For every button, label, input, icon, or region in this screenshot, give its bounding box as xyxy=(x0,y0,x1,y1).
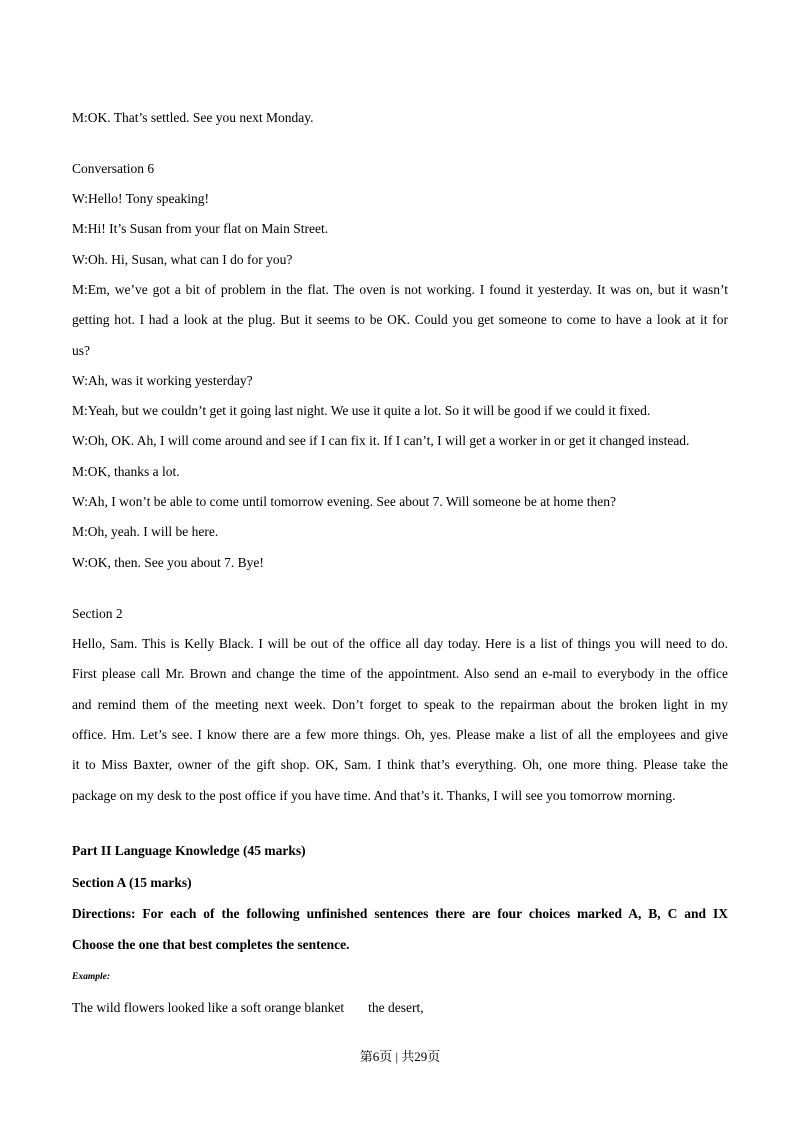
example-sentence-end: the desert, xyxy=(368,1000,424,1015)
dialogue-line: W:OK, then. See you about 7. Bye! xyxy=(72,555,264,570)
section2-paragraph-line: First please call Mr. Brown and change the time of the appointment. Also send an e-mail to everybody in the office xyxy=(72,666,728,681)
section2-heading: Section 2 xyxy=(72,606,123,621)
section2-paragraph-line: it to Miss Baxter, owner of the gift shop. OK, Sam. I think that’s everything. Oh, one more thing. Please take the xyxy=(72,757,728,772)
dialogue-paragraph-line: us? xyxy=(72,343,90,358)
dialogue-line: W:Oh. Hi, Susan, what can I do for you? xyxy=(72,252,293,267)
dialogue-paragraph-line: getting hot. I had a look at the plug. But it seems to be OK. Could you get someone to come to have a look at it for xyxy=(72,312,728,327)
section2-paragraph-line: Hello, Sam. This is Kelly Black. I will be out of the office all day today. Here is a list of things you will need to do. xyxy=(72,636,728,651)
section2-paragraph-line: office. Hm. Let’s see. I know there are a few more things. Oh, yes. Please make a list of all the employees and give xyxy=(72,727,728,742)
part2-heading: Part II Language Knowledge (45 marks) xyxy=(72,843,306,858)
dialogue-line: W:Ah, I won’t be able to come until tomorrow evening. See about 7. Will someone be at home then? xyxy=(72,494,616,509)
dialogue-line: M:Hi! It’s Susan from your flat on Main Street. xyxy=(72,221,329,236)
dialogue-line: W:Hello! Tony speaking! xyxy=(72,191,210,206)
dialogue-line: M:OK, thanks a lot. xyxy=(72,464,180,479)
dialogue-line: M:Yeah, but we couldn’t get it going last night. We use it quite a lot. So it will be good if we could it fixed. xyxy=(72,403,651,418)
dialogue-line: W:Ah, was it working yesterday? xyxy=(72,373,253,388)
example-sentence-start: The wild flowers looked like a soft orange blanket xyxy=(72,1000,345,1015)
dialogue-line: W:Oh, OK. Ah, I will come around and see if I can fix it. If I can’t, I will get a worker in or get it changed instead. xyxy=(72,433,690,448)
page-number-footer: 第6页 | 共29页 xyxy=(359,1049,441,1064)
directions-line: Directions: For each of the following unfinished sentences there are four choices marked A, B, C and IX xyxy=(72,906,728,921)
dialogue-paragraph-line: M:Em, we’ve got a bit of problem in the flat. The oven is not working. I found it yesterday. It was on, but it wasn’t xyxy=(72,282,728,297)
conversation6-heading: Conversation 6 xyxy=(72,161,155,176)
section-a-heading: Section A (15 marks) xyxy=(72,875,192,890)
conversation5-closing-line: M:OK. That’s settled. See you next Monday. xyxy=(72,110,314,125)
example-sentence xyxy=(72,1000,424,1016)
directions-line: Choose the one that best completes the sentence. xyxy=(72,937,350,952)
dialogue-line: M:Oh, yeah. I will be here. xyxy=(72,524,219,539)
section2-paragraph-line: and remind them of the meeting next week. Don’t forget to speak to the repairman about the broken light in my xyxy=(72,697,728,712)
example-label: Example: xyxy=(72,972,110,982)
section2-paragraph-line: package on my desk to the post office if you have time. And that’s it. Thanks, I will see you tomorrow morning. xyxy=(72,788,676,803)
